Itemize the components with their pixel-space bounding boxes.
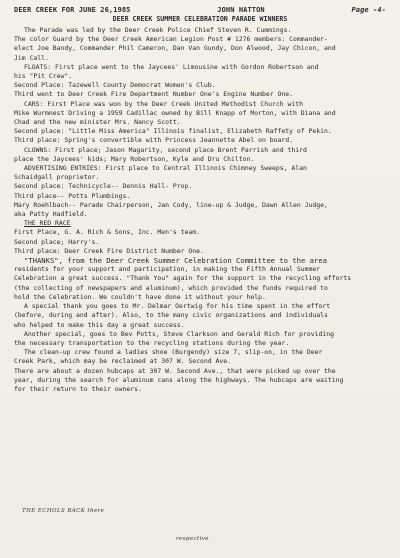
body-line: CLOWNS: First place; Jason Magarity, second place Brent Parrish and third (24, 145, 307, 154)
handwritten-insert: respective (176, 536, 209, 542)
body-line: The color Guard by the Deer Creek American Legion Post # 1276 members: Commander- (14, 35, 328, 44)
body-line: Creek Park, which may be reclaimed at 307 W. Second Ave. (14, 357, 232, 366)
body-line: Third place-- Potts Plumbings. (14, 191, 131, 200)
body-line: Jim Call. (14, 53, 49, 62)
body-line: the necessary transportation to the recycling stations during the year. (14, 338, 290, 347)
body-line: Second place: Technicycle-- Dennis Hall- Prop. (14, 182, 193, 191)
body-line: Celebration a great success. "Thank You" again for the support in the recycling efforts (14, 274, 352, 283)
body-line: Chad and the new minister Mrs. Nancy Scott. (14, 118, 181, 127)
body-line: Mike Wurmnest Driving a 1959 Cadillac owned by Bill Knapp of Morton, with Diana and (14, 108, 336, 117)
body-line: CARS: First Place was won by the Deer Creek United Methodist Church with (24, 99, 304, 108)
body-line: Second place; Harry's. (14, 237, 100, 246)
body-line: Second Place: Tazewell County Democrat Women's Club. (14, 81, 216, 90)
body-line: Mary Roehlbach-- Parade Chairperson, Jan Cody, line-up & Judge, Dawn Allen Judge, (14, 200, 328, 209)
header-date: DEER CREEK FOR JUNE 26,1985 (14, 6, 131, 14)
body-line: Third went to Deer Creek Fire Department Number One's Engine Number One. (14, 90, 294, 99)
body-line: for their return to their owners. (14, 384, 142, 393)
body-line: year, during the search for aluminum cans along the highways. The hubcaps are waiting (14, 375, 344, 384)
body-line: (the collecting of newspapers and aluminum), which provided the funds required to (14, 283, 328, 292)
body-line: "THANKS", from the Deer Creek Summer Celebration Committee to the area (24, 256, 327, 266)
body-line: elect Joe Bandy, Commander Phil Cameron, Dan Van Gundy, Don Alwood, Jay Chicon, and (14, 44, 336, 53)
body-line: place the Jaycees' kids; Mary Robertson, Kyle and Dru Chilton. (14, 154, 255, 163)
section-heading: THE RED RACE (24, 219, 71, 228)
body-line: The clean-up crew found a ladies shoe (Burgendy) size 7, slip-on, in the Deer (24, 348, 323, 357)
body-line: Third place: Deer Creek Fire District Number One. (14, 246, 204, 255)
body-line: residents for your support and participation, in making the Fifth Annual Summer (14, 265, 321, 274)
body-line: Another special, goes to Bev Potts, Steve Clarkson and Gerald Rich for providing (24, 329, 335, 338)
body-line: There are about a dozen hubcaps at 307 W. Second Ave., that were picked up over the (14, 366, 336, 375)
handwritten-insert: THE ECHOLS BACK there (22, 508, 105, 514)
body-line: hold the Celebration. We couldn't have done it without your help. (14, 292, 266, 301)
body-line: Second place: "Little Miss America" Illinois finalist, Elizabeth Raffety of Pekin. (14, 127, 332, 136)
body-line: First Place, G. A. Rich & Sons, Inc. Men's team. (14, 228, 201, 237)
body-line: aka Patty Hadfield. (14, 210, 88, 219)
body-line: FLOATS: First place went to the Jaycees' Limousine with Gordon Robertson and (24, 62, 319, 71)
document-body (14, 26, 386, 394)
body-line: his "Pit Crew". (14, 72, 73, 81)
body-line: Third place: Spring's convertible with Princess Jeannette Abel on board. (14, 136, 294, 145)
body-line: (before, during and after). Also, to the many civic organizations and individuals (14, 311, 328, 320)
body-line: ADVERTISING ENTRIES: First place to Central Illinois Chimney Sweeps, Alan (24, 164, 307, 173)
header-author: JOHN HATTON (217, 6, 265, 14)
page-header (14, 6, 386, 15)
body-line: who helped to make this day a great success. (14, 320, 185, 329)
header-page-number: Page -4- (351, 6, 386, 14)
body-line: The Parade was led by the Deer Creek Police Chief Steven R. Cummings. (24, 26, 292, 34)
document-title: DEER CREEK SUMMER CELEBRATION PARADE WINNERS (112, 15, 288, 23)
body-line: Schaidgall proprietor. (14, 173, 100, 182)
body-line: A special thank you goes to Mr. Delmar Oertwig for his time spent in the effort (24, 302, 331, 311)
